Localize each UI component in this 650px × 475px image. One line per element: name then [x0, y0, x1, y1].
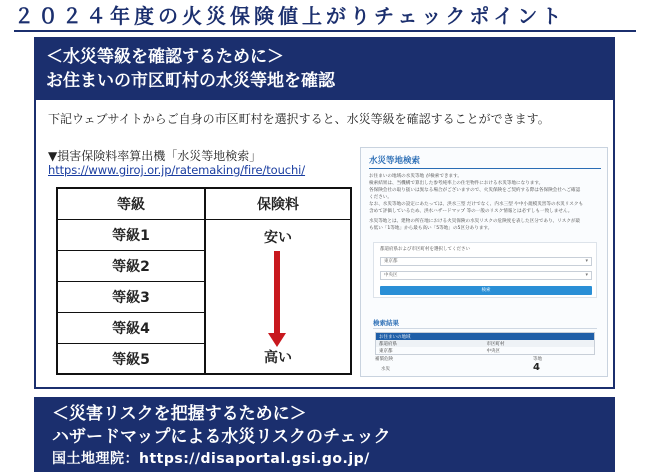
search-form [373, 242, 597, 298]
search-prompt: 都道府県および市区町村を選択してください [380, 247, 470, 252]
arrow-head-icon [268, 333, 286, 347]
grade-row-3: 等級3 [58, 282, 206, 313]
website-screenshot [360, 147, 608, 377]
grade-row-4: 等級4 [58, 313, 206, 344]
expensive-label: 高い [264, 350, 292, 366]
chevron-down-icon: ▾ [585, 272, 588, 278]
site-intro-line: も低い「1等地」から最も高い「5等地」の5区分あります。 [369, 226, 493, 231]
table-header-grade: 等級 [58, 189, 206, 220]
section-description: 下記ウェブサイトからご自身の市区町村を選択すると、水災等級を確認することができます。 [48, 112, 550, 126]
section-hazard-map [34, 397, 615, 472]
section-header [36, 39, 613, 100]
service-link[interactable]: https://www.giroj.or.jp/ratemaking/fire/touchi/ [48, 163, 306, 177]
grade-row-1: 等級1 [58, 220, 206, 251]
grade-value: 4 [533, 362, 540, 373]
section-water-grade [34, 37, 615, 389]
grade-rate-table [56, 187, 352, 375]
results-title: 検索結果 [373, 319, 399, 327]
result-header: お住まいの地域 [376, 333, 594, 340]
cheap-label: 安い [264, 230, 292, 246]
coverage-label: 補償危険 [375, 357, 393, 362]
grade-row-5: 等級5 [58, 344, 206, 373]
site-intro-line: ください。 [369, 195, 392, 200]
table-header-rate: 保険料 [206, 189, 350, 220]
site-intro-line: お住まいの地域の水災等地 が検索できます。 [369, 174, 462, 179]
site-title-rule [369, 168, 601, 169]
coverage-value: 水災 [381, 367, 390, 372]
section2-heading-line1: ＜災害リスクを把握するために＞ [52, 404, 307, 424]
page-title: ２０２４年度の火災保険値上がりチェックポイント [14, 2, 636, 32]
site-intro-line: 水災等地とは、建物の所在地における火災保険の水災リスクの危険度を表した区分であり、リスクが最 [369, 219, 581, 224]
grade-row-2: 等級2 [58, 251, 206, 282]
site-title: 水災等地検索 [369, 156, 421, 166]
result-row: 東京都 中央区 [379, 348, 500, 354]
increase-arrow-icon [274, 251, 280, 335]
city-value: 中央区 [384, 273, 398, 278]
site-intro-line: 含めて評価しているため、洪水ハザードマップ 等の一般のリスク情報とは必ずしも一致しません。 [369, 209, 573, 214]
site-intro-line: 各保険会社の取り扱いは異なる場合がございますので、火災保険をご契約する際は各保険会社へご確認 [369, 188, 581, 193]
section2-heading-line2: ハザードマップによる水災リスクのチェック [52, 427, 391, 447]
section-heading-line2: お住まいの市区町村の水災等地を確認 [46, 71, 335, 91]
grade-label: 等地 [533, 357, 542, 362]
result-table [375, 332, 595, 355]
hazard-map-source[interactable]: 国土地理院：https://disaportal.gsi.go.jp/ [52, 451, 370, 467]
site-intro-line: 検索結果は、当機構で算出した参考純率上の住宅物件における水災等地になります。 [369, 181, 544, 186]
chevron-down-icon: ▾ [585, 258, 588, 264]
prefecture-value: 東京都 [384, 259, 398, 264]
site-intro-line: なお、水災等地の設定にあたっては、洪水三型 だけでなく、内水三型 や中小規模災害等の水災リスクも [369, 202, 584, 207]
prefecture-select[interactable] [380, 257, 592, 266]
result-col-header: 都道府県 市区町村 [376, 340, 594, 347]
section-heading-line1: ＜水災等級を確認するために＞ [46, 47, 284, 67]
results-rule [373, 328, 597, 329]
service-label: ▼損害保険料率算出機「水災等地検索」 [48, 149, 262, 163]
city-select[interactable] [380, 271, 592, 280]
search-button[interactable]: 検索 [380, 286, 592, 295]
